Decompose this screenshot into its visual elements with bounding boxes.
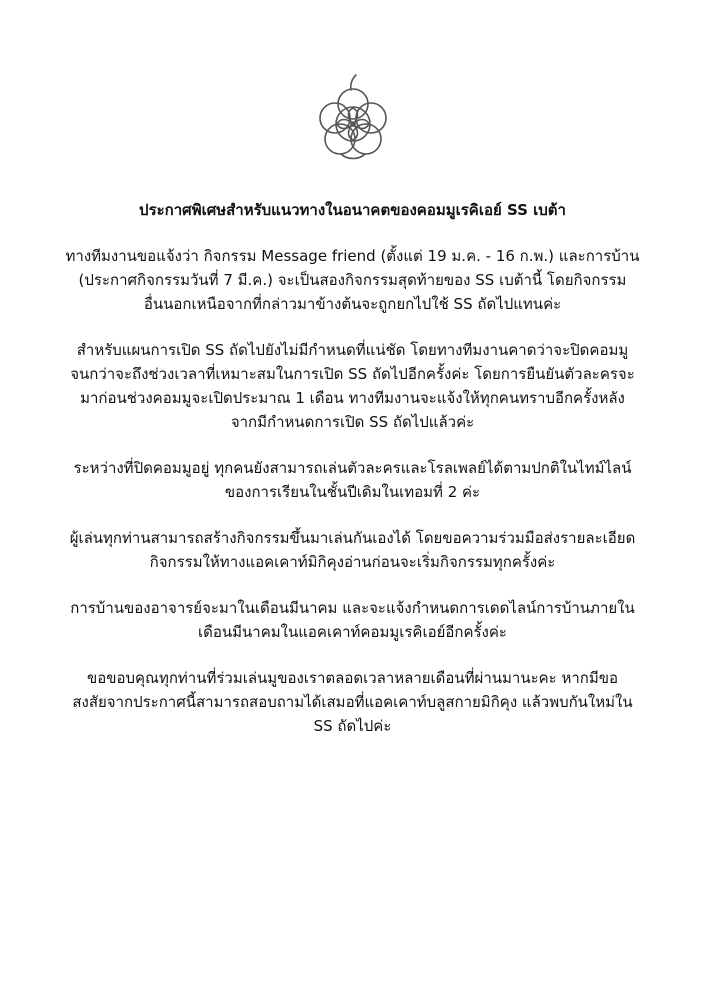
paragraph-line: ขอขอบคุณทุกท่านที่ร่วมเล่นมูของเราตลอดเวลาหลายเดือนที่ผ่านมานะคะ หากมีขอ xyxy=(86,669,619,687)
paragraph-line: กิจกรรมให้ทางแอคเคาท์มิกิคุงอ่านก่อนจะเริ่มกิจกรรมทุกครั้งค่ะ xyxy=(149,553,556,571)
paragraph-line: สงสัยจากประกาศนี้สามารถสอบถามได้เสมอที่แอคเคาท์บลูสกายมิกิคุง แล้วพบกันใหม่ใน xyxy=(72,693,633,711)
paragraph-line: ทางทีมงานขอแจ้งว่า กิจกรรม Message friend (ตั้งแต่ 19 ม.ค. - 16 ก.พ.) และการบ้าน xyxy=(65,247,640,265)
paragraph-line: อื่นนอกเหนือจากที่กล่าวมาข้างต้นจะถูกยกไปใช้ SS ถัดไปแทนค่ะ xyxy=(143,295,562,313)
paragraph-line: ของการเรียนในชั้นปีเดิมในเทอมที่ 2 ค่ะ xyxy=(224,483,481,501)
paragraph-player-activities xyxy=(40,526,665,574)
paragraph-line: มาก่อนช่วงคอมมูจะเปิดประมาณ 1 เดือน ทางทีมงานจะแจ้งให้ทุกคนทราบอีกครั้งหลัง xyxy=(80,389,625,407)
paragraph-line: จนกว่าจะถึงช่วงเวลาที่เหมาะสมในการเปิด SS ถัดไปอีกครั้งค่ะ โดยการยืนยันตัวละครจะ xyxy=(70,365,635,383)
paragraph-line: ผู้เล่นทุกท่านสามารถสร้างกิจกรรมขึ้นมาเล่นกันเองได้ โดยขอความร่วมมือส่งรายละเอียด xyxy=(69,529,636,547)
paragraph-while-closed xyxy=(40,456,665,504)
paragraph-line: SS ถัดไปค่ะ xyxy=(313,717,392,735)
announcement-content xyxy=(40,198,665,760)
paragraph-line: เดือนมีนาคมในแอคเคาท์คอมมูเรคิเอย์อีกครั้งค่ะ xyxy=(198,623,507,641)
announcement-title: ประกาศพิเศษสำหรับแนวทางในอนาคตของคอมมูเรคิเอย์ SS เบต้า xyxy=(139,201,566,219)
paragraph-line: จากมีกำหนดการเปิด SS ถัดไปแล้วค่ะ xyxy=(230,413,475,431)
paragraph-line: สำหรับแผนการเปิด SS ถัดไปยังไม่มีกำหนดที่แน่ชัด โดยทางทีมงานคาดว่าจะปิดคอมมู xyxy=(76,341,629,359)
paragraph-thanks xyxy=(40,666,665,738)
paragraph-line: (ประกาศกิจกรรมวันที่ 7 มี.ค.) จะเป็นสองกิจกรรมสุดท้ายของ SS เบต้านี้ โดยกิจกรรม xyxy=(78,271,627,289)
paragraph-line: ระหว่างที่ปิดคอมมูอยู่ ทุกคนยังสามารถเล่นตัวละครและโรลเพลย์ได้ตามปกติในไทม์ไลน์ xyxy=(73,459,632,477)
flower-logo-icon xyxy=(307,70,399,180)
paragraph-next-ss-plan xyxy=(40,338,665,434)
paragraph-homework xyxy=(40,596,665,644)
paragraph-line: การบ้านของอาจารย์จะมาในเดือนมีนาคม และจะแจ้งกำหนดการเดดไลน์การบ้านภายใน xyxy=(70,599,635,617)
paragraph-activities xyxy=(40,244,665,316)
